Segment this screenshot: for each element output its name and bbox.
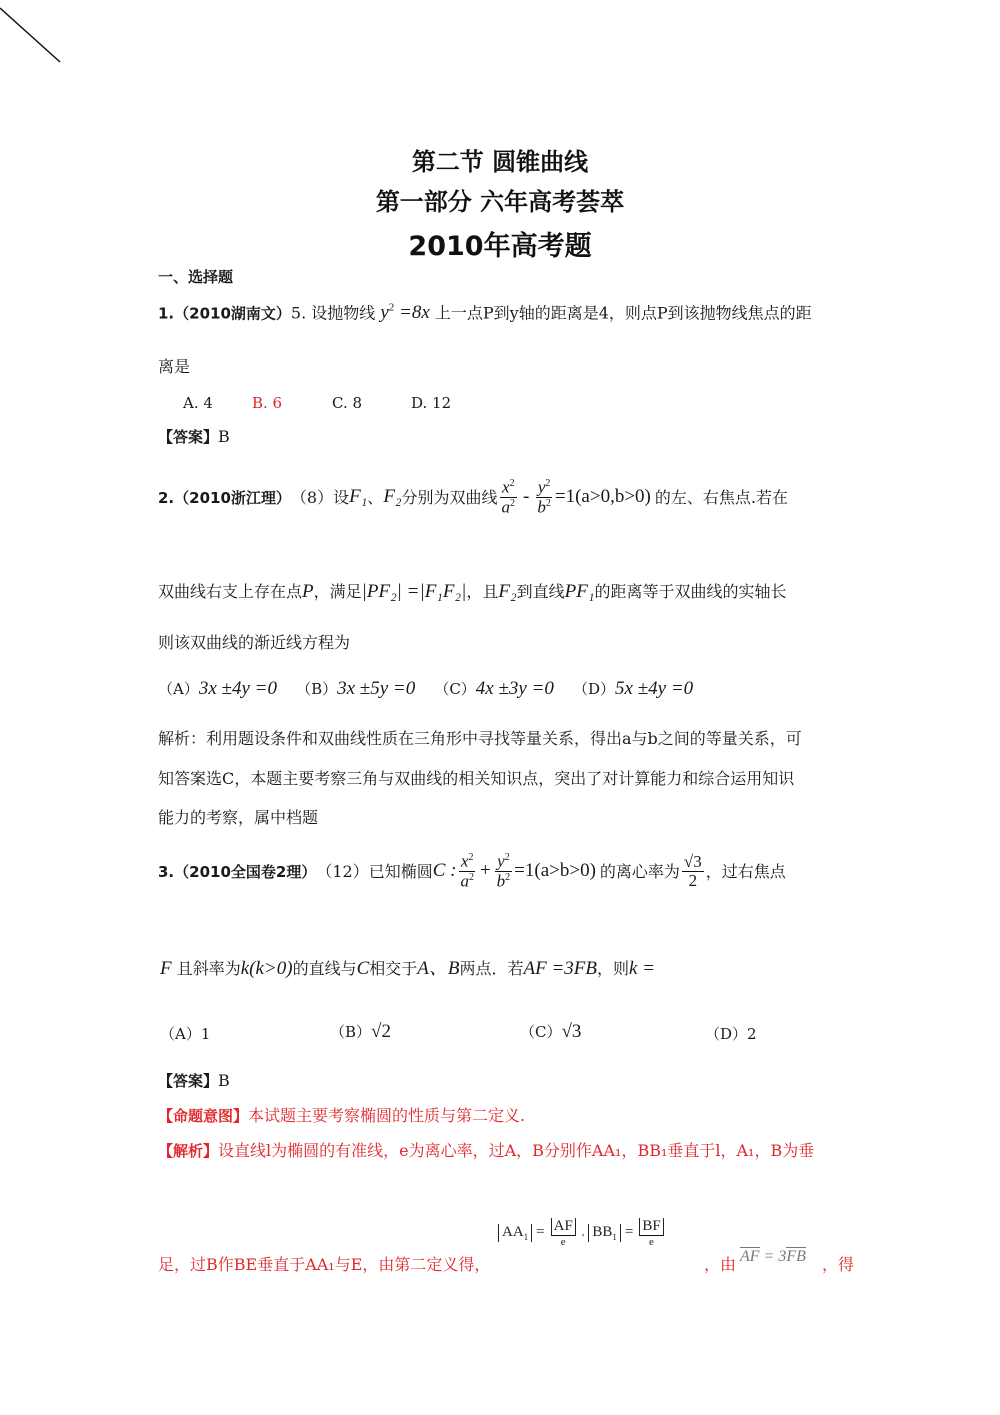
question-text: （12）已知椭圆 — [316, 862, 433, 882]
answer-value: B — [218, 1071, 230, 1090]
question-text: 的离心率为 — [599, 862, 680, 882]
text: ，满足 — [313, 582, 362, 601]
part-title: 第一部分 六年高考荟萃 — [375, 188, 625, 216]
f2-symbol: F₂ — [498, 581, 517, 602]
question-2-line2 — [158, 581, 786, 604]
question-text: 分别为双曲线 — [401, 488, 498, 508]
k-condition: k(k>0) — [240, 958, 293, 979]
question-3: 3.（2010全国卷2理） （12）已知椭圆 C : $\frac{x^2}{a^2}$ + $\frac{y^2}{b^2}$ =1(a>b>0) 的离心率为 $\frac{√3}{2}$ ，过右焦点 — [158, 851, 786, 891]
option-b-label: （B） — [330, 1023, 372, 1041]
equation-tail: =1(a>b>0) — [514, 860, 596, 882]
option-a: （A）1 — [160, 1025, 211, 1043]
c-symbol: C : — [432, 860, 457, 882]
option-c-label: （C） — [520, 1023, 562, 1041]
text: 双曲线右支上存在点 — [158, 582, 303, 601]
option-a: A. 4 — [183, 394, 213, 412]
option-a-label: （A） — [158, 680, 199, 698]
text: 到直线 — [516, 582, 565, 601]
fraction-x2-a2: $\frac{x^2}{a^2}$ — [460, 851, 474, 891]
option-d-eq: 5x ±4y =0 — [615, 678, 694, 699]
question-2: 2.（2010浙江理） （8）设 F₁ 、 F₂ 分别为双曲线 $\frac{x^2}{a^2}$ - $\frac{y^2}{b^2}$ =1(a>0,b>0) 的左、右焦点.若在 — [158, 477, 788, 517]
text: 且斜率为 — [176, 959, 241, 978]
analysis-line-1: 解析：利用题设条件和双曲线性质在三角形中寻找等量关系，得出a与b之间的等量关系，可 — [158, 729, 802, 748]
answer-label: 【答案】 — [158, 1072, 219, 1090]
fraction-y2-b2: $\frac{y^2}{b^2}$ — [537, 477, 551, 517]
section-heading: 一、选择题 — [158, 268, 234, 286]
text: 两点．若 — [459, 959, 524, 978]
text: 相交于 — [369, 959, 418, 978]
k-eq: k = — [629, 958, 656, 979]
answer-label: 【答案】 — [158, 428, 219, 446]
question-number: 1.（2010湖南文） — [158, 304, 291, 323]
option-c-eq: 4x ±3y =0 — [475, 678, 554, 699]
separator: 、 — [367, 488, 384, 508]
equation-tail: =1(a>0,b>0) — [554, 486, 651, 508]
question-2-line3: 则该双曲线的渐近线方程为 — [158, 633, 351, 652]
option-c-label: （C） — [434, 680, 476, 698]
f1-symbol: F₁ — [349, 486, 368, 508]
fraction-y2-b2: $\frac{y^2}{b^2}$ — [496, 851, 511, 891]
option-c: （C）√3 — [520, 1021, 582, 1042]
equation: $y^2 =8x$ — [380, 302, 430, 324]
solution-text: ，由 — [704, 1255, 737, 1274]
option-b: B. 6 — [252, 394, 283, 412]
solution-line-1 — [158, 1141, 814, 1160]
fraction-x2-a2: $\frac{x^2}{a^2}$ — [501, 477, 516, 517]
points-ab: A、B — [417, 958, 460, 979]
option-b-eq: 3x ±5y =0 — [337, 678, 416, 699]
abs-equation: |PF₂| =|F₁F₂| — [361, 581, 467, 602]
solution-label: 【解析】 — [158, 1142, 219, 1160]
analysis-line-3: 能力的考察，属中档题 — [158, 808, 319, 827]
question-text: ，过右焦点 — [705, 862, 786, 882]
answer-value: B — [218, 427, 230, 446]
question-number: 3.（2010全国卷2理） — [158, 862, 317, 881]
p-symbol: P — [302, 581, 314, 602]
c-symbol: C — [356, 958, 370, 979]
answer — [158, 1071, 230, 1090]
f-symbol: F — [160, 958, 172, 979]
question-text: 上一点P到y轴的距离是4，则点P到该抛物线焦点的距 — [434, 303, 812, 323]
option-a-eq: 3x ±4y =0 — [198, 678, 277, 699]
options-q2 — [158, 678, 693, 701]
option-d: （D）2 — [705, 1025, 757, 1043]
intent — [158, 1106, 525, 1125]
corner-fold-line — [0, 0, 70, 70]
year-title: 2010年高考题 — [408, 231, 592, 262]
option-d: D. 12 — [411, 394, 452, 412]
intent-label: 【命题意图】 — [158, 1107, 249, 1125]
question-text-line2: 离是 — [158, 357, 191, 376]
f2-symbol: F₂ — [383, 486, 402, 508]
text: 的直线与 — [292, 959, 357, 978]
text: ，且 — [466, 582, 499, 601]
text: ，则 — [597, 959, 630, 978]
question-1 — [158, 302, 812, 325]
option-d-label: （D） — [573, 680, 616, 698]
solution-line-2: 足，过B作BE垂直于AA₁与E，由第二定义得， — [158, 1255, 491, 1274]
analysis-line-2: 知答案选C，本题主要考察三角与双曲线的相关知识点，突出了对计算能力和综合运用知识 — [158, 769, 795, 788]
text: 的距离等于双曲线的实轴长 — [594, 582, 787, 601]
solution-text: 设直线l为椭圆的有准线，e为离心率，过A，B分别作AA₁，BB₁垂直于l，A₁，B为垂 — [218, 1141, 815, 1160]
vector-formula-image: AF = 3FB — [740, 1248, 806, 1265]
question-3-line2 — [160, 958, 655, 981]
question-number: 2.（2010浙江理） — [158, 488, 291, 507]
fraction-sqrt3-2: $\frac{√3}{2}$ — [683, 851, 702, 891]
section-title: 第二节 圆锥曲线 — [411, 148, 589, 176]
solution-text: ，得 — [822, 1255, 855, 1274]
vector-eq: AF =3FB — [523, 958, 598, 979]
option-b-label: （B） — [296, 680, 338, 698]
option-c: C. 8 — [332, 394, 363, 412]
question-text: 的左、右焦点.若在 — [654, 488, 788, 508]
question-text: 5. 设抛物线 — [290, 303, 376, 323]
intent-text: 本试题主要考察椭圆的性质与第二定义. — [248, 1106, 526, 1125]
answer — [158, 427, 230, 446]
pf1-symbol: PF₁ — [564, 581, 595, 602]
option-b: （B）√2 — [330, 1021, 391, 1042]
question-text: （8）设 — [290, 488, 350, 508]
formula-image: $AA_1$ = $\frac{AF}{e}$ , $BB_1$ = $\frac{BF}{e}$ — [498, 1218, 666, 1248]
